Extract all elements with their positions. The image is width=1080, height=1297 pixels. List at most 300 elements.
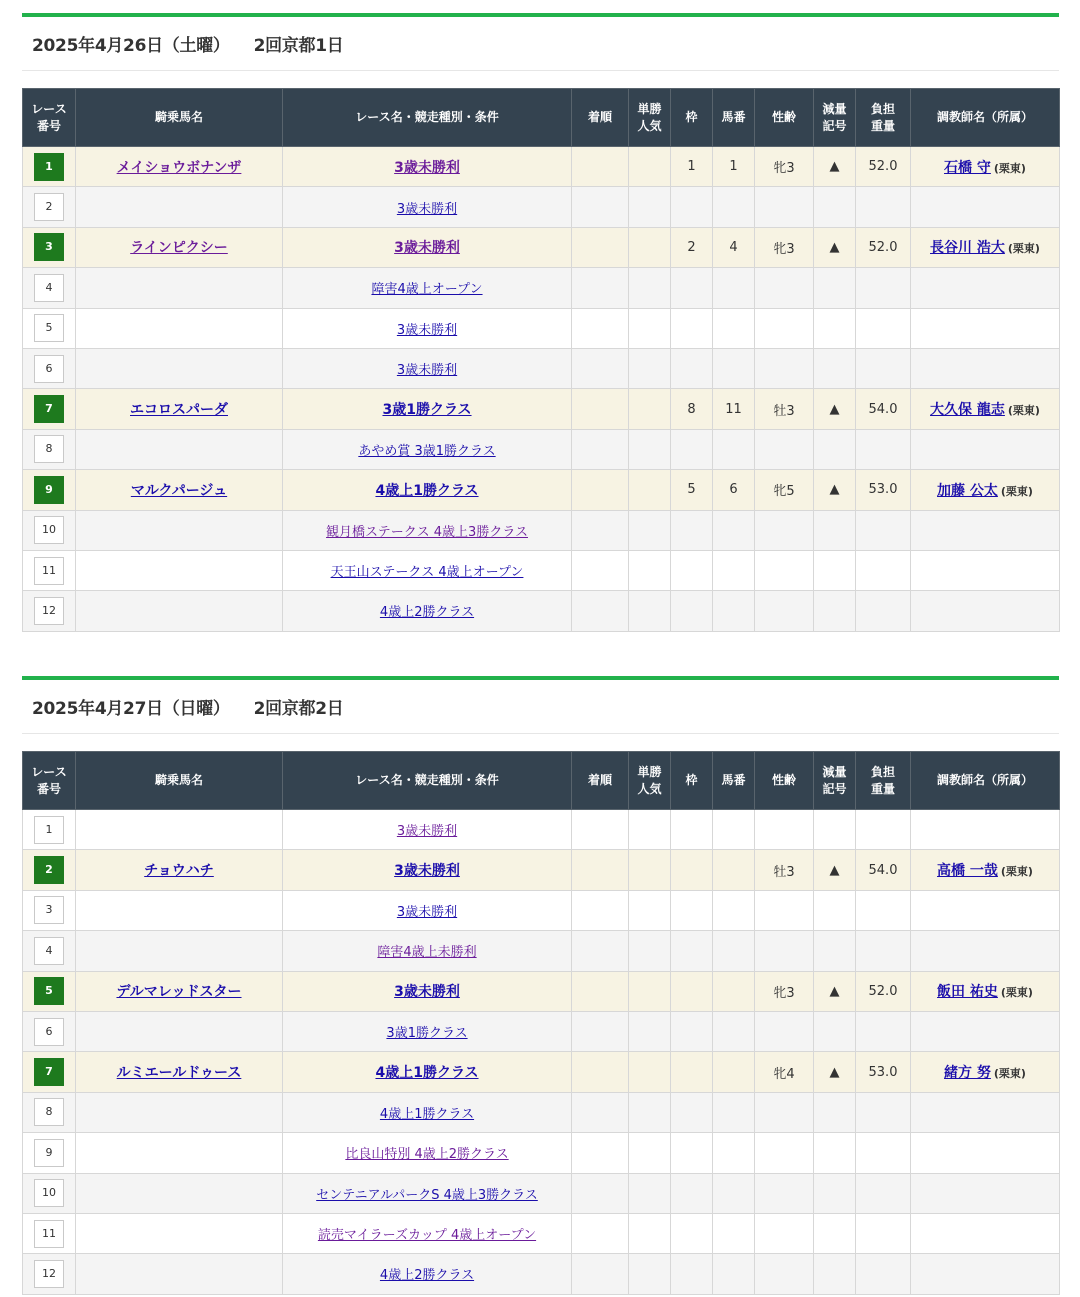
race-row (23, 1213, 1060, 1253)
weight-cell (856, 308, 911, 348)
race-row (23, 890, 1060, 930)
frame-cell (671, 1173, 713, 1213)
race-number-badge: 9 (34, 476, 64, 504)
horse-name-link[interactable]: ルミエールドゥース (116, 1065, 242, 1082)
race-no-cell (23, 890, 76, 930)
race-name-link[interactable]: 3歳未勝利 (396, 322, 458, 338)
reduction-cell (814, 931, 856, 971)
race-number-badge: 4 (34, 274, 64, 302)
trainer-name-link[interactable]: 飯田 祐史 (937, 984, 998, 1001)
race-number-badge: 11 (34, 1220, 64, 1248)
race-number-badge: 12 (34, 1260, 64, 1288)
race-name-cell (283, 429, 572, 469)
sex-age-cell (755, 1011, 814, 1051)
horse-name-link[interactable]: マルクパージュ (130, 482, 228, 499)
trainer-affiliation: (栗東) (1000, 484, 1033, 498)
horse-cell (76, 429, 283, 469)
horse-cell (76, 187, 283, 227)
frame-cell (671, 1052, 713, 1092)
race-name-link[interactable]: 4歳上2勝クラス (379, 605, 475, 621)
frame-cell (671, 1092, 713, 1132)
col-race-no-header (23, 89, 76, 147)
trainer-cell (911, 268, 1060, 308)
weight-cell: 52.0 (856, 147, 911, 187)
race-number-badge: 10 (34, 516, 64, 544)
race-number-badge: 5 (34, 314, 64, 342)
trainer-cell (911, 931, 1060, 971)
race-row (23, 1052, 1060, 1092)
race-no-cell (23, 550, 76, 590)
trainer-affiliation: (栗東) (993, 161, 1026, 175)
horse-cell (76, 1213, 283, 1253)
sex-age-cell (755, 890, 814, 930)
col-reduction-header (814, 752, 856, 810)
race-number-badge: 1 (34, 816, 64, 844)
col-horse-header: 騎乗馬名 (76, 752, 283, 810)
triangle-mark-icon: ▲ (829, 862, 840, 878)
win-pop-cell (629, 550, 671, 590)
sex-age-cell (755, 1092, 814, 1132)
trainer-name-link[interactable]: 緒方 努 (944, 1065, 991, 1082)
race-no-cell (23, 147, 76, 187)
win-pop-cell (629, 510, 671, 550)
race-name-link[interactable]: 天王山ステークス 4歳上オープン (330, 565, 524, 581)
col-sex-age-header: 性齢 (755, 752, 814, 810)
win-pop-cell (629, 850, 671, 890)
frame-cell (671, 971, 713, 1011)
reduction-cell (814, 1011, 856, 1051)
col-race-name-header: レース名・競走種別・条件 (283, 89, 572, 147)
reduction-cell (814, 850, 856, 890)
race-row (23, 429, 1060, 469)
race-row (23, 147, 1060, 187)
horse-name-link[interactable]: デルマレッドスター (116, 984, 242, 1001)
race-name-link[interactable]: 3歳未勝利 (394, 159, 460, 176)
finish-cell (572, 227, 629, 267)
race-no-cell (23, 308, 76, 348)
finish-cell (572, 1052, 629, 1092)
sex-age-cell: 牝3 (755, 227, 814, 267)
race-name-link[interactable]: 観月橋ステークス 4歳上3勝クラス (326, 524, 528, 540)
horse-no-cell (713, 187, 755, 227)
race-no-cell (23, 187, 76, 227)
race-name-link[interactable]: 3歳未勝利 (396, 201, 458, 217)
col-horse-no-header: 馬番 (713, 752, 755, 810)
col-trainer-header: 調教師名（所属） (911, 89, 1060, 147)
race-number-badge: 9 (34, 1139, 64, 1167)
finish-cell (572, 591, 629, 631)
weight-cell: 53.0 (856, 470, 911, 510)
reduction-cell (814, 227, 856, 267)
horse-no-cell: 6 (713, 470, 755, 510)
race-name-cell (283, 1052, 572, 1092)
trainer-affiliation: (栗東) (1000, 865, 1033, 879)
race-no-cell (23, 470, 76, 510)
race-name-cell (283, 147, 572, 187)
header-line: 減量 (822, 764, 847, 779)
horse-no-cell (713, 348, 755, 388)
sex-age-cell: 牝4 (755, 1052, 814, 1092)
sex-age-cell (755, 550, 814, 590)
finish-cell (572, 429, 629, 469)
race-row (23, 971, 1060, 1011)
frame-cell (671, 348, 713, 388)
weight-cell (856, 810, 911, 850)
race-number-badge: 6 (34, 1018, 64, 1046)
finish-cell (572, 890, 629, 930)
win-pop-cell (629, 971, 671, 1011)
col-frame-header: 枠 (671, 752, 713, 810)
trainer-cell (911, 470, 1060, 510)
trainer-cell (911, 1254, 1060, 1294)
race-row (23, 227, 1060, 267)
horse-name-link[interactable]: チョウハチ (144, 863, 214, 880)
header-line: 番号 (36, 781, 61, 796)
col-reduction-header (814, 89, 856, 147)
race-name-cell (283, 227, 572, 267)
horse-cell (76, 1133, 283, 1173)
finish-cell (572, 1133, 629, 1173)
finish-cell (572, 971, 629, 1011)
frame-cell: 8 (671, 389, 713, 429)
race-name-cell (283, 591, 572, 631)
finish-cell (572, 1092, 629, 1132)
frame-cell: 1 (671, 147, 713, 187)
sex-age-cell (755, 187, 814, 227)
race-name-link[interactable]: 3歳未勝利 (396, 363, 458, 379)
race-row (23, 1092, 1060, 1132)
race-name-link[interactable]: 4歳上1勝クラス (379, 1106, 475, 1122)
col-race-name-header: レース名・競走種別・条件 (283, 752, 572, 810)
sex-age-cell (755, 429, 814, 469)
horse-cell (76, 308, 283, 348)
race-table (22, 88, 1060, 632)
horse-no-cell (713, 268, 755, 308)
frame-cell (671, 850, 713, 890)
horse-no-cell (713, 308, 755, 348)
trainer-cell (911, 591, 1060, 631)
race-name-link[interactable]: 4歳上1勝クラス (375, 482, 479, 499)
reduction-cell (814, 810, 856, 850)
win-pop-cell (629, 1052, 671, 1092)
trainer-cell (911, 550, 1060, 590)
race-number-badge: 8 (34, 1098, 64, 1126)
triangle-mark-icon: ▲ (829, 1064, 840, 1080)
trainer-name-link[interactable]: 加藤 公太 (937, 482, 998, 499)
col-finish-header: 着順 (572, 89, 629, 147)
race-name-link[interactable]: 3歳未勝利 (394, 984, 460, 1001)
weight-cell (856, 1092, 911, 1132)
win-pop-cell (629, 187, 671, 227)
col-weight-header (856, 89, 911, 147)
race-row (23, 591, 1060, 631)
reduction-cell (814, 268, 856, 308)
race-number-badge: 2 (34, 856, 64, 884)
trainer-cell (911, 1133, 1060, 1173)
race-name-link[interactable]: 障害4歳上未勝利 (377, 945, 477, 961)
sex-age-cell: 牝5 (755, 470, 814, 510)
win-pop-cell (629, 1092, 671, 1132)
triangle-mark-icon: ▲ (829, 239, 840, 255)
race-no-cell (23, 1213, 76, 1253)
day-section-2 (22, 676, 1059, 1284)
finish-cell (572, 1254, 629, 1294)
race-name-cell (283, 389, 572, 429)
header-line: 人気 (637, 118, 662, 133)
col-horse-header: 騎乗馬名 (76, 89, 283, 147)
sex-age-cell (755, 348, 814, 388)
race-no-cell (23, 1052, 76, 1092)
race-name-link[interactable]: 3歳未勝利 (394, 863, 460, 880)
reduction-cell (814, 550, 856, 590)
trainer-cell (911, 1173, 1060, 1213)
sex-age-cell (755, 931, 814, 971)
race-no-cell (23, 591, 76, 631)
race-row (23, 389, 1060, 429)
weight-cell (856, 1133, 911, 1173)
win-pop-cell (629, 268, 671, 308)
race-row (23, 268, 1060, 308)
weight-cell: 54.0 (856, 850, 911, 890)
race-no-cell (23, 971, 76, 1011)
header-line: レース (31, 101, 67, 116)
weight-cell (856, 268, 911, 308)
day-date: 2025年4月26日（土曜） (32, 36, 230, 56)
horse-no-cell (713, 1173, 755, 1213)
horse-no-cell: 1 (713, 147, 755, 187)
win-pop-cell (629, 308, 671, 348)
horse-no-cell (713, 1213, 755, 1253)
trainer-cell (911, 971, 1060, 1011)
horse-cell (76, 227, 283, 267)
horse-cell (76, 470, 283, 510)
reduction-cell (814, 308, 856, 348)
race-name-link[interactable]: あやめ賞 3歳1勝クラス (358, 443, 496, 459)
race-name-link[interactable]: 3歳1勝クラス (386, 1026, 468, 1042)
race-name-cell (283, 1173, 572, 1213)
race-name-link[interactable]: 障害4歳上オープン (371, 282, 483, 298)
race-number-badge: 1 (34, 153, 64, 181)
horse-no-cell (713, 1133, 755, 1173)
horse-name-link[interactable]: メイショウボナンザ (116, 159, 242, 176)
weight-cell (856, 890, 911, 930)
win-pop-cell (629, 1133, 671, 1173)
frame-cell: 2 (671, 227, 713, 267)
reduction-cell (814, 429, 856, 469)
weight-cell: 53.0 (856, 1052, 911, 1092)
win-pop-cell (629, 147, 671, 187)
weight-cell: 52.0 (856, 971, 911, 1011)
sex-age-cell: 牝3 (755, 147, 814, 187)
frame-cell (671, 931, 713, 971)
trainer-affiliation: (栗東) (1007, 242, 1040, 256)
race-name-cell (283, 971, 572, 1011)
frame-cell (671, 187, 713, 227)
reduction-cell (814, 1213, 856, 1253)
win-pop-cell (629, 429, 671, 469)
race-row (23, 510, 1060, 550)
trainer-name-link[interactable]: 長谷川 浩大 (930, 240, 1005, 257)
reduction-cell (814, 890, 856, 930)
day-meeting: 2回京都2日 (253, 699, 344, 719)
trainer-cell (911, 227, 1060, 267)
win-pop-cell (629, 1213, 671, 1253)
frame-cell (671, 308, 713, 348)
sex-age-cell: 牡3 (755, 389, 814, 429)
win-pop-cell (629, 470, 671, 510)
race-row (23, 1254, 1060, 1294)
header-line: 負担 (870, 764, 895, 779)
frame-cell (671, 591, 713, 631)
race-name-link[interactable]: 比良山特別 4歳上2勝クラス (345, 1147, 509, 1163)
frame-cell (671, 810, 713, 850)
trainer-cell (911, 1213, 1060, 1253)
reduction-cell (814, 187, 856, 227)
race-number-badge: 12 (34, 597, 64, 625)
header-row (23, 752, 1060, 810)
win-pop-cell (629, 810, 671, 850)
race-number-badge: 11 (34, 557, 64, 585)
race-name-cell (283, 510, 572, 550)
header-line: 負担 (870, 101, 895, 116)
race-row (23, 1011, 1060, 1051)
finish-cell (572, 510, 629, 550)
sex-age-cell (755, 1173, 814, 1213)
reduction-cell (814, 1173, 856, 1213)
race-name-link[interactable]: 3歳1勝クラス (382, 402, 472, 419)
horse-no-cell (713, 931, 755, 971)
race-name-cell (283, 348, 572, 388)
race-no-cell (23, 1173, 76, 1213)
race-name-link[interactable]: 3歳未勝利 (394, 240, 460, 257)
horse-no-cell (713, 1092, 755, 1132)
trainer-affiliation: (栗東) (1007, 404, 1040, 418)
horse-cell (76, 348, 283, 388)
finish-cell (572, 810, 629, 850)
reduction-cell (814, 470, 856, 510)
trainer-name-link[interactable]: 高橋 一哉 (937, 863, 998, 880)
horse-cell (76, 890, 283, 930)
frame-cell (671, 268, 713, 308)
trainer-cell (911, 810, 1060, 850)
horse-no-cell: 4 (713, 227, 755, 267)
finish-cell (572, 187, 629, 227)
col-race-no-header (23, 752, 76, 810)
header-line: 記号 (822, 781, 847, 796)
race-name-link[interactable]: 読売マイラーズカップ 4歳上オープン (317, 1228, 537, 1244)
weight-cell (856, 550, 911, 590)
race-name-cell (283, 187, 572, 227)
horse-cell (76, 971, 283, 1011)
race-name-link[interactable]: センテニアルパークS 4歳上3勝クラス (316, 1187, 538, 1203)
win-pop-cell (629, 931, 671, 971)
reduction-cell (814, 1133, 856, 1173)
day-title (22, 31, 343, 56)
col-trainer-header: 調教師名（所属） (911, 752, 1060, 810)
horse-no-cell (713, 510, 755, 550)
horse-cell (76, 1011, 283, 1051)
race-no-cell (23, 227, 76, 267)
race-row (23, 1133, 1060, 1173)
race-name-cell (283, 1133, 572, 1173)
race-name-link[interactable]: 4歳上2勝クラス (379, 1268, 475, 1284)
finish-cell (572, 348, 629, 388)
header-line: 記号 (822, 118, 847, 133)
win-pop-cell (629, 1254, 671, 1294)
finish-cell (572, 268, 629, 308)
horse-cell (76, 268, 283, 308)
trainer-cell (911, 1052, 1060, 1092)
triangle-mark-icon: ▲ (829, 983, 840, 999)
trainer-affiliation: (栗東) (993, 1067, 1026, 1081)
finish-cell (572, 1011, 629, 1051)
race-name-link[interactable]: 3歳未勝利 (396, 824, 458, 840)
race-no-cell (23, 810, 76, 850)
race-row (23, 850, 1060, 890)
trainer-name-link[interactable]: 石橋 守 (944, 159, 991, 176)
horse-no-cell (713, 591, 755, 631)
reduction-cell (814, 1254, 856, 1294)
col-sex-age-header: 性齢 (755, 89, 814, 147)
header-line: 人気 (637, 781, 662, 796)
finish-cell (572, 931, 629, 971)
col-frame-header: 枠 (671, 89, 713, 147)
day-date: 2025年4月27日（日曜） (32, 699, 230, 719)
horse-no-cell (713, 550, 755, 590)
race-row (23, 470, 1060, 510)
race-name-cell (283, 810, 572, 850)
race-name-link[interactable]: 4歳上1勝クラス (375, 1065, 479, 1082)
race-name-cell (283, 931, 572, 971)
trainer-cell (911, 1092, 1060, 1132)
race-no-cell (23, 348, 76, 388)
finish-cell (572, 550, 629, 590)
finish-cell (572, 850, 629, 890)
horse-no-cell (713, 971, 755, 1011)
frame-cell (671, 1133, 713, 1173)
header-line: 重量 (870, 118, 895, 133)
sex-age-cell (755, 810, 814, 850)
reduction-cell (814, 1092, 856, 1132)
frame-cell (671, 1254, 713, 1294)
race-row (23, 550, 1060, 590)
race-name-link[interactable]: 3歳未勝利 (396, 904, 458, 920)
horse-cell (76, 1092, 283, 1132)
frame-cell (671, 890, 713, 930)
win-pop-cell (629, 389, 671, 429)
sex-age-cell (755, 268, 814, 308)
trainer-name-link[interactable]: 大久保 龍志 (930, 402, 1005, 419)
horse-name-link[interactable]: エコロスパーダ (130, 402, 228, 419)
win-pop-cell (629, 227, 671, 267)
race-name-cell (283, 890, 572, 930)
triangle-mark-icon: ▲ (829, 482, 840, 498)
weight-cell (856, 510, 911, 550)
sex-age-cell: 牡3 (755, 850, 814, 890)
race-name-cell (283, 1092, 572, 1132)
trainer-cell (911, 510, 1060, 550)
weight-cell (856, 348, 911, 388)
horse-name-link[interactable]: ラインピクシー (130, 240, 228, 257)
col-win-pop-header (629, 752, 671, 810)
horse-cell (76, 1173, 283, 1213)
horse-no-cell (713, 1254, 755, 1294)
race-row (23, 810, 1060, 850)
weight-cell (856, 591, 911, 631)
race-name-cell (283, 1213, 572, 1253)
weight-cell (856, 1213, 911, 1253)
trainer-cell (911, 308, 1060, 348)
